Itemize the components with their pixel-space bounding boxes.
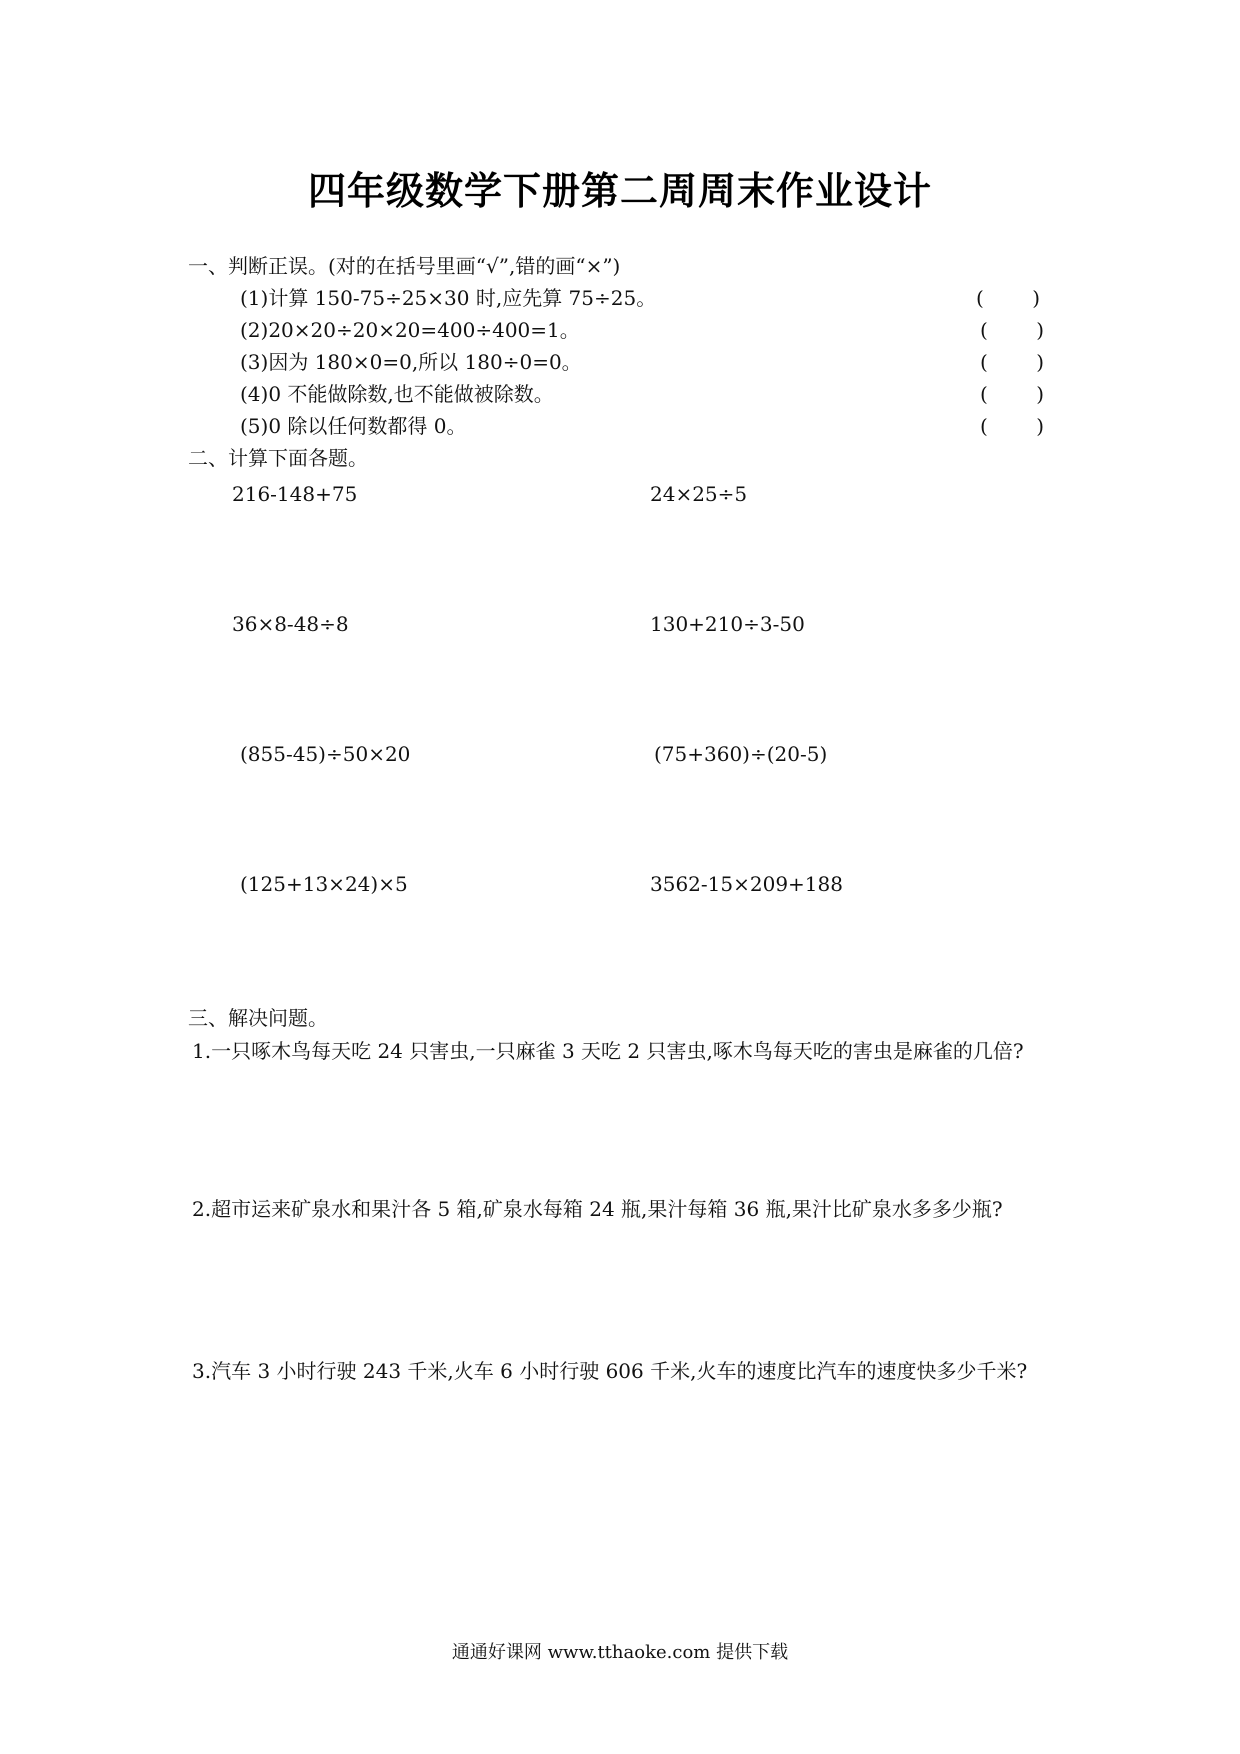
paren-open: ( (980, 414, 988, 438)
calc-problem: 3562-15×209+188 (650, 872, 843, 896)
section2-heading: 二、计算下面各题。 (188, 446, 368, 470)
calc-problem: (75+360)÷(20-5) (654, 742, 828, 766)
judgement-item-1: (1)计算 150-75÷25×30 时,应先算 75÷25。 (240, 286, 657, 310)
paren-close: ) (1032, 286, 1040, 310)
calc-problem: (855-45)÷50×20 (240, 742, 411, 766)
section1-heading: 一、判断正误。(对的在括号里画“√”,错的画“×”) (188, 254, 621, 278)
answer-paren-4 (980, 380, 1044, 408)
word-problem-2: 2.超市运来矿泉水和果汁各 5 箱,矿泉水每箱 24 瓶,果汁每箱 36 瓶,果汁比矿泉水多多少瓶? (192, 1197, 1003, 1221)
judgement-item-4: (4)0 不能做除数,也不能做被除数。 (240, 382, 554, 406)
calc-problem: 24×25÷5 (650, 482, 748, 506)
paren-open: ( (976, 286, 984, 310)
paren-close: ) (1036, 414, 1044, 438)
section3-heading: 三、解决问题。 (188, 1006, 328, 1030)
footer-source: 通通好课网 www.tthaoke.com 提供下载 (451, 1642, 789, 1663)
paren-open: ( (980, 350, 988, 374)
paren-open: ( (980, 318, 988, 342)
answer-paren-2 (980, 316, 1044, 344)
answer-paren-5 (980, 412, 1044, 440)
paren-close: ) (1036, 382, 1044, 406)
answer-paren-3 (980, 348, 1044, 376)
paren-open: ( (980, 382, 988, 406)
word-problem-1: 1.一只啄木鸟每天吃 24 只害虫,一只麻雀 3 天吃 2 只害虫,啄木鸟每天吃的害虫是麻雀的几倍? (192, 1039, 1024, 1063)
paren-close: ) (1036, 318, 1044, 342)
calc-problem: 36×8-48÷8 (232, 612, 349, 636)
word-problem-3: 3.汽车 3 小时行驶 243 千米,火车 6 小时行驶 606 千米,火车的速度比汽车的速度快多少千米? (192, 1359, 1028, 1383)
judgement-item-2: (2)20×20÷20×20=400÷400=1。 (240, 318, 580, 342)
answer-paren-1 (976, 284, 1040, 312)
calc-problem: 130+210÷3-50 (650, 612, 805, 636)
judgement-item-3: (3)因为 180×0=0,所以 180÷0=0。 (240, 350, 582, 374)
calc-problem: (125+13×24)×5 (240, 872, 408, 896)
calc-problem: 216-148+75 (232, 482, 358, 506)
judgement-item-5: (5)0 除以任何数都得 0。 (240, 414, 467, 438)
page-title: 四年级数学下册第二周周末作业设计 (307, 168, 932, 213)
paren-close: ) (1036, 350, 1044, 374)
